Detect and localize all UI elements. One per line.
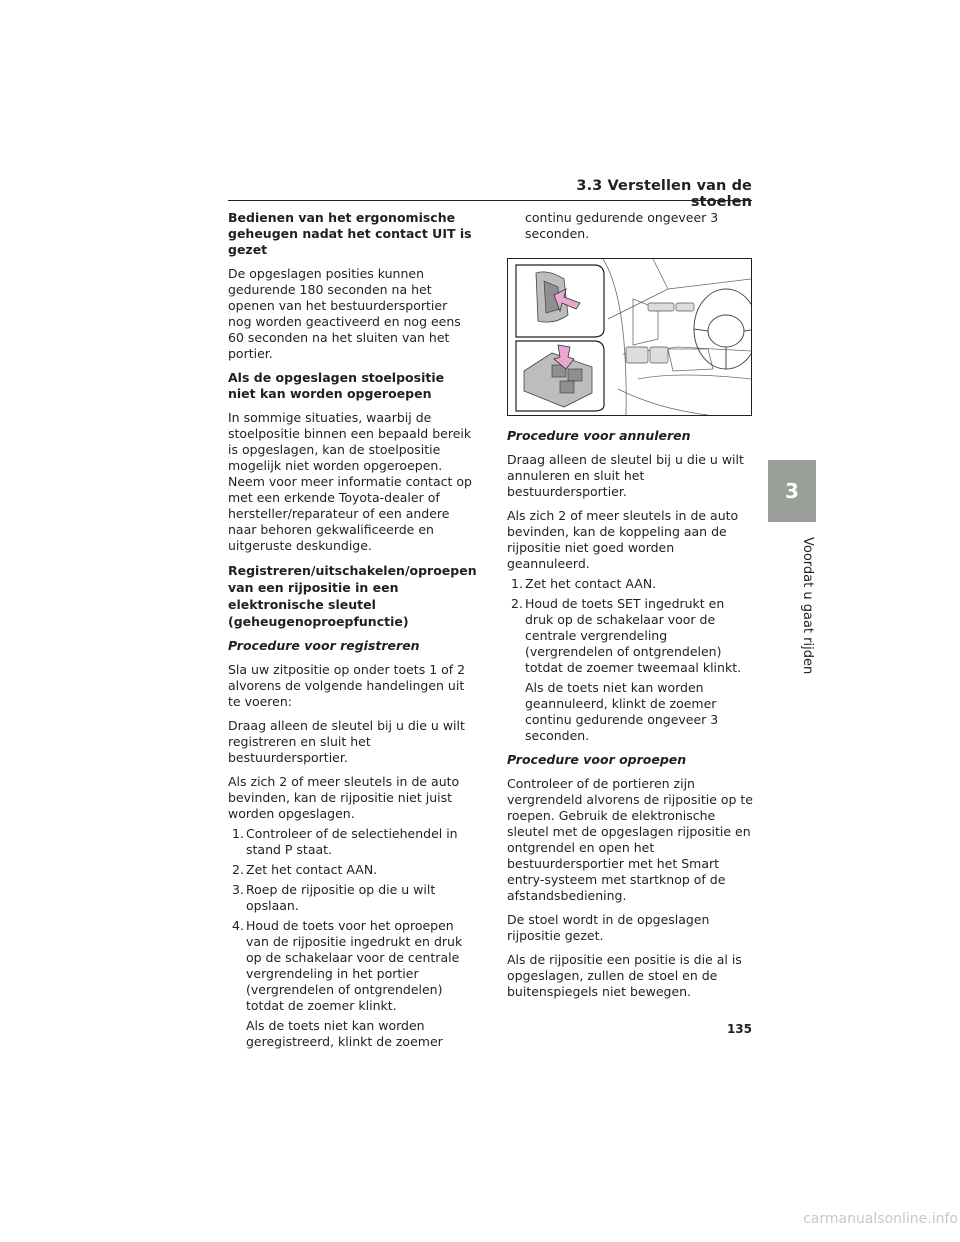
- paragraph-recall-result: De stoel wordt in de opgeslagen rijpositie gezet.: [507, 912, 710, 943]
- register-steps: [228, 826, 474, 1050]
- continued-text: continu gedurende ongeveer 3 seconden.: [525, 210, 719, 241]
- cancel-steps: [507, 576, 753, 744]
- heading-ergonomic-memory: Bedienen van het ergonomische geheugen nadat het contact UIT is gezet: [228, 210, 472, 257]
- section-title: 3.3 Verstellen van de stoelen: [576, 178, 752, 210]
- heading-procedure-cancel: Procedure voor annuleren: [507, 428, 691, 443]
- step-note: Als de toets niet kan worden geannuleerd, klinkt de zoemer continu gedurende ongeveer 3 seconden.: [525, 680, 719, 743]
- list-item: 1. Zet het contact AAN.: [511, 576, 657, 591]
- paragraph-recall-instructions: Controleer of de portieren zijn vergrendeld alvorens de rijpositie op te roepen. Gebruik de elektronische sleutel met de opgeslagen rijpositie en ontgrendel en open het bestuurdersportier met het Smart entry-systeem met startknop of de afstandsbediening.: [507, 776, 754, 903]
- list-item: 2. Zet het contact AAN.: [232, 862, 378, 877]
- heading-memory-recall-function: Registreren/uitschakelen/oproepen van een rijpositie in een elektronische sleutel (geheugenoproepfunctie): [228, 563, 477, 629]
- paragraph-register-multiple-keys: Als zich 2 of meer sleutels in de auto bevinden, kan de rijpositie niet juist worden opgeslagen.: [228, 774, 460, 821]
- heading-cannot-recall: Als de opgeslagen stoelpositie niet kan worden opgeroepen: [228, 370, 445, 401]
- list-item: 3. Roep de rijpositie op die u wilt opslaan.: [232, 882, 436, 913]
- left-column: [228, 210, 477, 1058]
- step-note: Als de toets niet kan worden geregistreerd, klinkt de zoemer: [246, 1018, 443, 1049]
- memory-switch-illustration: [507, 258, 752, 416]
- page-number: 135: [726, 1022, 752, 1036]
- list-item: 4. Houd de toets voor het oproepen van de rijpositie ingedrukt en druk op de schakelaar voor de centrale vergrendeling in het portier (vergrendelen of ontgrendelen) totdat de zoemer klinkt. Als de toets niet kan worden geregistreerd, klinkt de zoemer: [228, 918, 474, 1050]
- heading-procedure-register: Procedure voor registreren: [228, 638, 420, 653]
- paragraph-cancel-key: Draag alleen de sleutel bij u die u wilt annuleren en sluit het bestuurdersportier.: [507, 452, 744, 499]
- paragraph-register-intro: Sla uw zitpositie op onder toets 1 of 2 alvorens de volgende handelingen uit te voeren:: [228, 662, 466, 709]
- list-item: 1. Controleer of de selectiehendel in stand P staat.: [232, 826, 458, 857]
- right-column: [507, 210, 753, 1008]
- interior-drawing: [508, 259, 751, 415]
- paragraph-register-key: Draag alleen de sleutel bij u die u wilt registreren en sluit het bestuurdersportier.: [228, 718, 465, 765]
- paragraph-cancel-multiple-keys: Als zich 2 of meer sleutels in de auto bevinden, kan de koppeling aan de rijpositie niet goed worden geannuleerd.: [507, 508, 739, 571]
- paragraph-recall-no-move: Als de rijpositie een positie is die al is opgeslagen, zullen de stoel en de buitenspiegels niet bewegen.: [507, 952, 742, 999]
- chapter-title: Voordat u gaat rijden: [800, 537, 815, 675]
- list-item: 2. Houd de toets SET ingedrukt en druk op de schakelaar voor de centrale vergrendeling (vergrendelen of ontgrendelen) totdat de zoemer tweemaal klinkt. Als de toets niet kan worden geannuleerd, klinkt de zoemer continu gedurende ongeveer 3 seconden.: [507, 596, 753, 744]
- paragraph-cannot-recall: In sommige situaties, waarbij de stoelpositie binnen een bepaald bereik is opgeslagen, kan de stoelpositie mogelijk niet worden opgeroepen. Neem voor meer informatie contact op met een erkende Toyota-dealer of hersteller/reparateur of een andere naar behoren gekwalificeerde en uitgeruste deskundige.: [228, 410, 472, 553]
- paragraph-memory-duration: De opgeslagen posities kunnen gedurende 180 seconden na het openen van het bestuurdersportier nog worden geactiveerd en nog eens 60 seconden na het sluiten van het portier.: [228, 266, 461, 361]
- heading-procedure-recall: Procedure voor oproepen: [507, 752, 687, 767]
- chapter-tab: 3: [768, 460, 816, 522]
- header-rule: [228, 200, 752, 201]
- watermark: carmanualsonline.info: [803, 1211, 958, 1227]
